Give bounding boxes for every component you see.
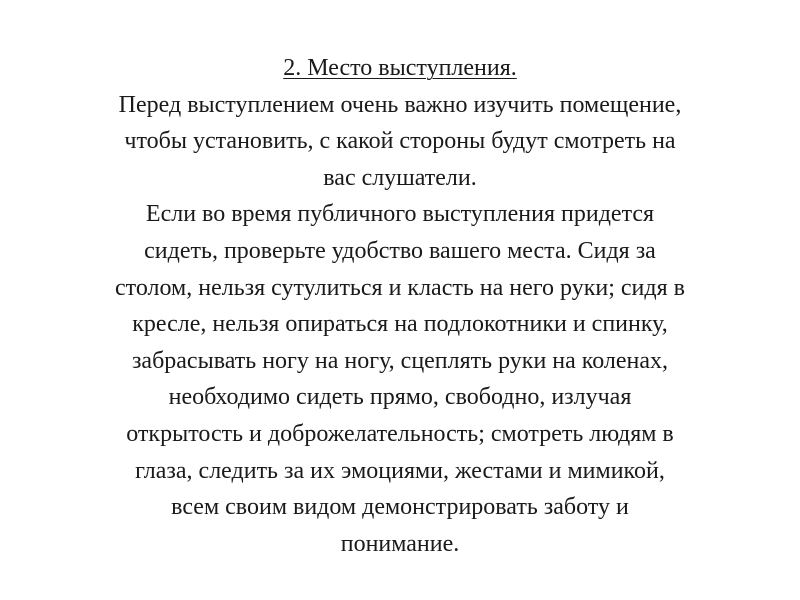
paragraph-line: открытость и доброжелательность; смотреть людям в [126,420,674,447]
paragraph-line: забрасывать ногу на ногу, сцеплять руки на коленах, [131,347,669,374]
slide-heading: 2. Место выступления. [283,55,517,81]
paragraph-line: необходимо сидеть прямо, свободно, излучая [168,384,632,411]
heading-line [30,50,770,87]
paragraph-line: глаза, следить за их эмоциями, жестами и мимикой, [135,457,665,484]
paragraph-line: чтобы установить, с какой стороны будут смотреть на [124,128,676,155]
paragraph-line: сидеть, проверьте удобство вашего места. Сидя за [144,237,656,264]
slide-text-block [30,50,770,562]
paragraph-line: понимание. [340,530,460,557]
paragraph-line: Перед выступлением очень важно изучить помещение, [118,91,682,118]
paragraph-line: всем своим видом демонстрировать заботу и [171,494,629,521]
paragraph-line: столом, нельзя сутулиться и класть на него руки; сидя в [115,274,685,301]
paragraph-line: Если во время публичного выступления придется [145,201,655,228]
paragraph-line: вас слушатели. [323,164,477,191]
paragraph-line: кресле, нельзя опираться на подлокотники и спинку, [132,311,668,338]
